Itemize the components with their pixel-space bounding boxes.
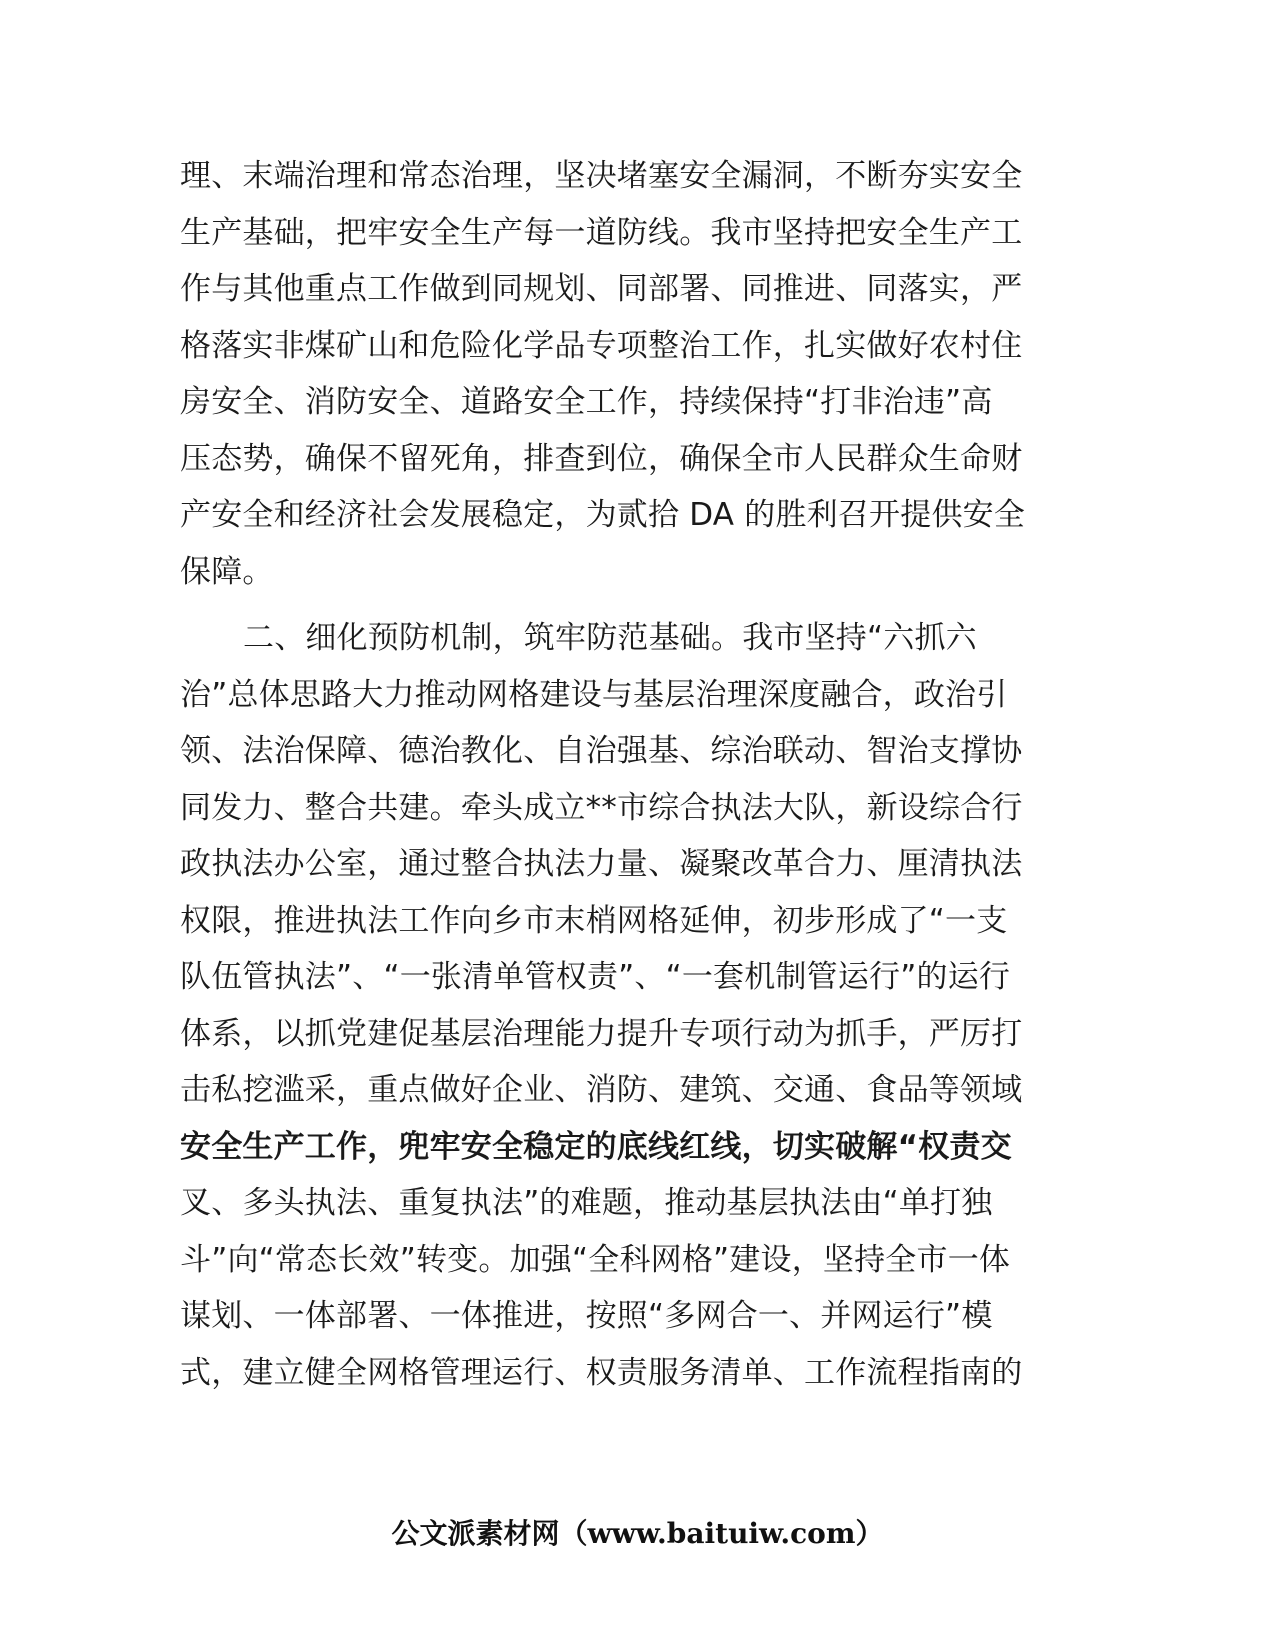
text-line: 安全生产工作，兜牢安全稳定的底线红线，切实破解“权责交 [180,1128,1012,1165]
text-line: 产安全和经济社会发展稳定，为贰拾 DA 的胜利召开提供安全 [180,497,1026,533]
text-line: 格落实非煤矿山和危险化学品专项整治工作，扎实做好农村住 [180,327,1023,364]
text-line: 谋划、一体部署、一体推进，按照“多网合一、并网运行”模 [180,1298,993,1334]
paragraph-1 [180,148,1042,600]
paragraph-spacer [180,600,1042,610]
text-line: 房安全、消防安全、道路安全工作，持续保持“打非治违”高 [180,384,993,420]
text-line: 体系，以抓党建促基层治理能力提升专项行动为抓手，严厉打 [180,1015,1023,1052]
text-line: 治”总体思路大力推动网格建设与基层治理深度融合，政治引 [180,676,1008,713]
text-line: 理、末端治理和常态治理，坚决堵塞安全漏洞，不断夯实安全 [180,158,1023,194]
text-line: 权限，推进执法工作向乡市末梢网格延伸，初步形成了“一支 [180,902,1008,939]
text-line: 队伍管执法”、“一张清单管权责”、“一套机制管运行”的运行 [180,959,1011,995]
text-line: 压态势，确保不留死角，排查到位，确保全市人民群众生命财 [180,440,1023,477]
footer-watermark: 公文派素材网（www.baituiw.com） [391,1517,884,1550]
text-line: 政执法办公室，通过整合执法力量、凝聚改革合力、厘清执法 [180,846,1023,882]
document-body [180,148,1042,1401]
text-line: 同发力、整合共建。牵头成立**市综合执法大队，新设综合行 [180,789,1023,826]
text-line: 领、法治保障、德治教化、自治强基、综治联动、智治支撑协 [180,733,1023,769]
text-line: 生产基础，把牢安全生产每一道防线。我市坚持把安全生产工 [180,214,1023,251]
text-line: 式，建立健全网格管理运行、权责服务清单、工作流程指南的 [180,1354,1023,1391]
text-line: 击私挖滥采，重点做好企业、消防、建筑、交通、食品等领域 [180,1072,1023,1108]
text-line: 叉、多头执法、重复执法”的难题，推动基层执法由“单打独 [180,1185,993,1221]
text-line: 保障。 [180,553,274,590]
text-line: 斗”向“常态长效”转变。加强“全科网格”建设，坚持全市一体 [180,1241,1011,1278]
text-line: 作与其他重点工作做到同规划、同部署、同推进、同落实，严 [180,271,1023,307]
paragraph-2 [180,610,1042,1401]
section-heading-line: 二、细化预防机制，筑牢防范基础。我市坚持“六抓六 [243,620,977,656]
